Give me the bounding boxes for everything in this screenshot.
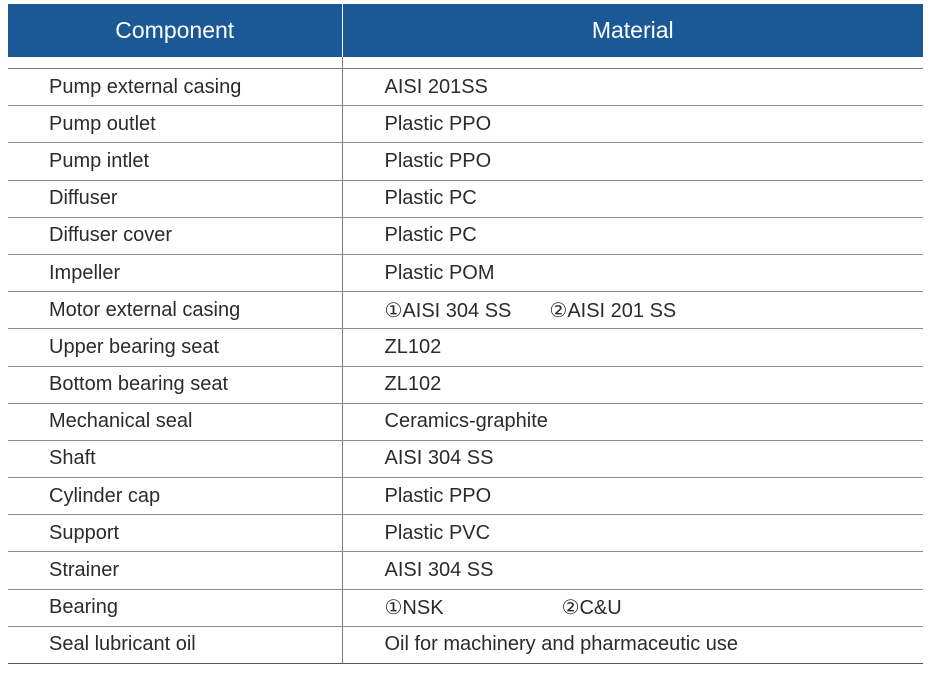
component-cell: Pump outlet — [8, 106, 342, 143]
component-cell: Diffuser cover — [8, 217, 342, 254]
component-cell: Bearing — [8, 589, 342, 626]
material-cell: Plastic PPO — [342, 106, 923, 143]
material-cell: Plastic PC — [342, 180, 923, 217]
table-row — [8, 106, 923, 143]
table-row — [8, 292, 923, 329]
material-cell: AISI 304 SS — [342, 440, 923, 477]
table-row — [8, 478, 923, 515]
table-row — [8, 329, 923, 366]
component-cell: Strainer — [8, 552, 342, 589]
table-row — [8, 440, 923, 477]
material-cell — [342, 292, 923, 329]
component-cell: Mechanical seal — [8, 403, 342, 440]
table-row — [8, 626, 923, 663]
table-row — [8, 589, 923, 626]
material-option-1: ①NSK — [384, 597, 444, 620]
material-cell: Plastic PC — [342, 217, 923, 254]
table-row — [8, 143, 923, 180]
header-material: Material — [342, 4, 923, 57]
table-row — [8, 254, 923, 291]
spacer-row — [8, 57, 923, 69]
header-component: Component — [8, 4, 342, 57]
header-row — [8, 4, 923, 57]
materials-table — [8, 4, 923, 664]
table-row — [8, 552, 923, 589]
material-cell: Plastic PVC — [342, 515, 923, 552]
table-row — [8, 69, 923, 106]
material-cell: ZL102 — [342, 329, 923, 366]
component-cell: Support — [8, 515, 342, 552]
material-option-2: ②C&U — [561, 597, 622, 620]
component-cell: Motor external casing — [8, 292, 342, 329]
material-cell: Ceramics-graphite — [342, 403, 923, 440]
material-cell: Plastic PPO — [342, 478, 923, 515]
material-cell: AISI 201SS — [342, 69, 923, 106]
material-cell: AISI 304 SS — [342, 552, 923, 589]
component-cell: Diffuser — [8, 180, 342, 217]
material-cell: Plastic PPO — [342, 143, 923, 180]
material-option-2: ②AISI 201 SS — [549, 299, 677, 322]
material-cell: Plastic POM — [342, 254, 923, 291]
component-cell: Upper bearing seat — [8, 329, 342, 366]
component-cell: Shaft — [8, 440, 342, 477]
table-row — [8, 366, 923, 403]
table-row — [8, 217, 923, 254]
material-option-1: ①AISI 304 SS — [384, 299, 512, 322]
component-cell: Pump intlet — [8, 143, 342, 180]
material-cell — [342, 589, 923, 626]
component-cell: Bottom bearing seat — [8, 366, 342, 403]
component-cell: Cylinder cap — [8, 478, 342, 515]
material-cell: ZL102 — [342, 366, 923, 403]
component-cell: Seal lubricant oil — [8, 626, 342, 663]
component-cell: Impeller — [8, 254, 342, 291]
table-row — [8, 403, 923, 440]
component-cell: Pump external casing — [8, 69, 342, 106]
table-row — [8, 180, 923, 217]
material-cell: Oil for machinery and pharmaceutic use — [342, 626, 923, 663]
table-row — [8, 515, 923, 552]
